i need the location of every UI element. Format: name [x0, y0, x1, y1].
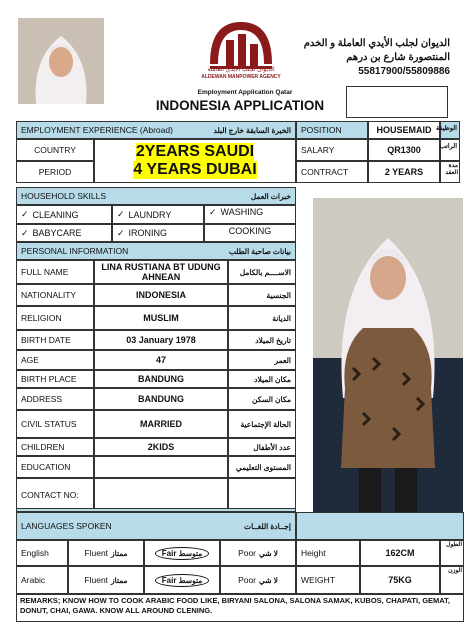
metric-value: 75KG — [360, 566, 440, 594]
salary-label: SALARY — [296, 139, 368, 161]
personal-label: FULL NAME — [16, 260, 94, 284]
skill-label: LAUNDRY — [128, 209, 172, 220]
country-label: COUNTRY — [16, 139, 94, 161]
skill-ironing — [112, 224, 204, 242]
fair-ar: متوسط — [178, 548, 203, 558]
personal-label: CONTACT NO: — [16, 478, 94, 512]
languages-header-right — [296, 512, 464, 540]
check-icon: ✓ — [117, 209, 125, 219]
language-fair — [144, 540, 220, 566]
metric-ar: الوزن — [440, 566, 464, 594]
language-fluent — [68, 566, 144, 594]
check-icon: ✓ — [21, 209, 29, 219]
personal-label: BIRTH DATE — [16, 330, 94, 350]
language-name: English — [16, 540, 68, 566]
skill-label: COOKING — [228, 226, 272, 236]
personal-header — [16, 242, 296, 260]
language-poor — [220, 566, 296, 594]
personal-label: EDUCATION — [16, 456, 94, 478]
poor-ar: لا شي — [259, 548, 278, 558]
personal-header-label: PERSONAL INFORMATION — [21, 246, 129, 256]
skill-label: WASHING — [220, 207, 264, 217]
personal-ar: الحالة الإجتماعية — [228, 410, 296, 438]
experience-line-2: 4 YEARS DUBAI — [133, 161, 257, 178]
personal-ar: عدد الأطفال — [228, 438, 296, 456]
skills-header — [16, 187, 296, 205]
check-icon: ✓ — [21, 227, 29, 238]
applicant-photo-full — [313, 198, 463, 522]
form-subtitle: Employment Application Qatar — [197, 89, 293, 96]
metric-ar: الطول — [440, 540, 464, 566]
logo-caption-en: ALDEWAN MANPOWER AGENCY — [201, 74, 281, 80]
fluent-label: Fluent — [84, 548, 109, 558]
personal-ar: الديانة — [228, 306, 296, 330]
skill-laundry — [112, 205, 204, 224]
salary-value: QR1300 — [368, 139, 440, 161]
check-icon: ✓ — [117, 227, 125, 238]
position-value: HOUSEMAID — [368, 121, 440, 139]
contract-ar: مدة العقد — [440, 161, 460, 183]
skill-label: IRONING — [128, 228, 168, 238]
language-name: Arabic — [16, 566, 68, 594]
metric-value: 162CM — [360, 540, 440, 566]
applicant-portrait-small — [18, 18, 104, 104]
personal-value: 2KIDS — [94, 438, 228, 456]
skill-washing — [204, 205, 296, 224]
personal-label: BIRTH PLACE — [16, 370, 94, 388]
logo-caption-ar: الديوان لجلب الأيدي العاملة — [207, 67, 275, 73]
personal-label: CHILDREN — [16, 438, 94, 456]
skill-babycare — [16, 224, 112, 242]
personal-header-ar: بيانات صاحبة الطلب — [228, 246, 291, 256]
company-phones: 55817900/55809886 — [358, 66, 450, 77]
skills-header-label: HOUSEHOLD SKILLS — [21, 191, 107, 201]
position-label: POSITION — [296, 121, 368, 139]
check-icon: ✓ — [209, 207, 217, 217]
personal-label: RELIGION — [16, 306, 94, 330]
form-title: INDONESIA APPLICATION — [155, 98, 325, 113]
metric-label: Height — [296, 540, 360, 566]
personal-ar: المستوى التعليمي — [228, 456, 296, 478]
personal-label: NATIONALITY — [16, 284, 94, 306]
language-fair — [144, 566, 220, 594]
personal-ar: الاســــم بالكامل — [228, 260, 296, 284]
fair-label: Fair — [161, 575, 177, 585]
poor-label: Poor — [238, 548, 257, 558]
metric-label: WEIGHT — [296, 566, 360, 594]
skill-label: BABYCARE — [32, 228, 82, 238]
fair-ar: متوسط — [178, 575, 203, 585]
personal-value — [94, 456, 228, 478]
language-poor — [220, 540, 296, 566]
personal-ar: الجنسية — [228, 284, 296, 306]
experience-value-box — [94, 139, 296, 183]
skill-cleaning — [16, 205, 112, 224]
personal-ar: العمر — [228, 350, 296, 370]
experience-header-ar: الخبرة السابقة خارج البلد — [213, 125, 291, 135]
experience-line-1: 2YEARS SAUDI — [135, 143, 255, 160]
poor-label: Poor — [238, 575, 257, 585]
personal-value: BANDUNG — [94, 370, 228, 388]
fair-label: Fair — [161, 548, 177, 558]
skill-label: CLEANING — [32, 209, 79, 220]
personal-ar: مكان السكن — [228, 388, 296, 410]
personal-label: AGE — [16, 350, 94, 370]
salary-ar: الراتب — [440, 139, 460, 161]
fair-selected-oval — [155, 574, 209, 587]
fluent-ar: ممتاز — [111, 548, 128, 558]
personal-ar: مكان الميلاد — [228, 370, 296, 388]
fair-selected-oval — [155, 547, 209, 560]
skill-cooking — [204, 224, 296, 242]
remarks-box — [16, 594, 464, 622]
position-ar: الوظيفة — [440, 121, 460, 139]
contract-value: 2 YEARS — [368, 161, 440, 183]
personal-label: CIVIL STATUS — [16, 410, 94, 438]
language-fluent — [68, 540, 144, 566]
experience-header-label: EMPLOYMENT EXPERIENCE (Abroad) — [21, 125, 173, 135]
personal-value: MARRIED — [94, 410, 228, 438]
personal-value: LINA RUSTIANA BT UDUNG AHNEAN — [94, 260, 228, 284]
personal-ar: تاريخ الميلاد — [228, 330, 296, 350]
experience-header — [16, 121, 296, 139]
poor-ar: لا شي — [259, 575, 278, 585]
personal-value — [94, 478, 228, 512]
languages-header-ar: إجــادة اللغــات — [244, 521, 291, 531]
personal-value: 03 January 1978 — [94, 330, 228, 350]
skills-header-ar: خبرات العمل — [250, 191, 291, 201]
languages-header-label: LANGUAGES SPOKEN — [21, 521, 112, 531]
company-name-ar: الديوان لجلب الأيدي العاملة و الخدم — [303, 38, 450, 49]
personal-value: MUSLIM — [94, 306, 228, 330]
languages-header — [16, 512, 296, 540]
personal-label: ADDRESS — [16, 388, 94, 410]
personal-value: 47 — [94, 350, 228, 370]
reference-box — [346, 86, 448, 118]
personal-ar — [228, 478, 296, 512]
fluent-label: Fluent — [84, 575, 109, 585]
period-label: PERIOD — [16, 161, 94, 183]
contract-label: CONTRACT — [296, 161, 368, 183]
personal-value: INDONESIA — [94, 284, 228, 306]
company-address-ar: المنتصورة شارع بن درهم — [346, 52, 450, 63]
personal-value: BANDUNG — [94, 388, 228, 410]
fluent-ar: ممتاز — [111, 575, 128, 585]
remarks-text: REMARKS; KNOW HOW TO COOK ARABIC FOOD LIKE, BIRYANI SALONA, SALONA SAMAK, KUBOS, CHAPATI, GEMAT, DONUT, CHAI, GAWA. KNOW ALL AROUND CLENING. — [20, 596, 450, 615]
